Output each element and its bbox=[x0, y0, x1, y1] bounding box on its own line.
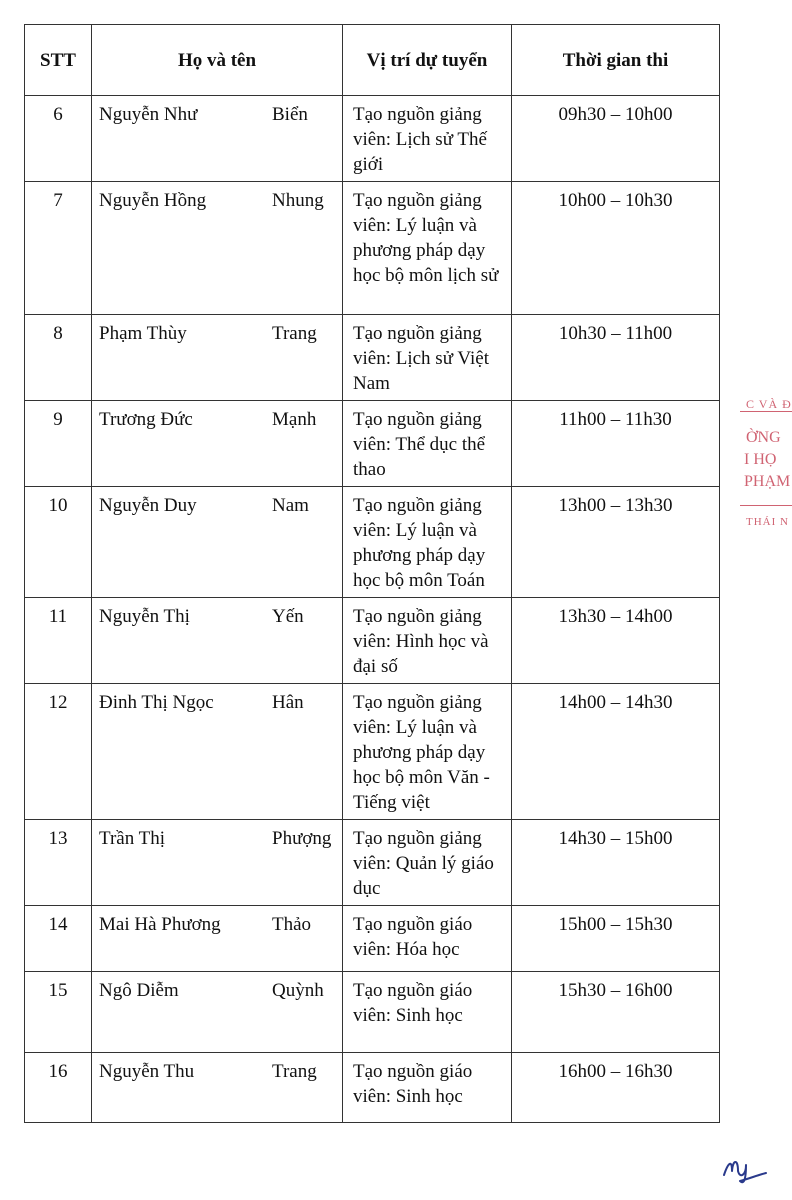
row-exam-time: 15h30 – 16h00 bbox=[512, 972, 720, 1053]
row-stt: 8 bbox=[25, 315, 92, 401]
row-position: Tạo nguồn giáo viên: Sinh học bbox=[343, 1053, 512, 1123]
row-exam-time: 14h30 – 15h00 bbox=[512, 820, 720, 906]
row-stt: 13 bbox=[25, 820, 92, 906]
signature-initials bbox=[720, 1145, 770, 1185]
header-stt: STT bbox=[25, 25, 92, 96]
row-position: Tạo nguồn giảng viên: Thể dục thể thao bbox=[343, 401, 512, 487]
header-position: Vị trí dự tuyển bbox=[343, 25, 512, 96]
row-name-cell bbox=[92, 1053, 343, 1123]
row-given-name: Hân bbox=[272, 692, 304, 713]
table-row bbox=[25, 182, 720, 315]
row-family-middle-name: Trương Đức bbox=[99, 409, 193, 430]
stamp-line-1: ỜNG bbox=[746, 429, 781, 446]
stamp-line-3: PHẠM bbox=[744, 473, 791, 490]
row-stt: 14 bbox=[25, 906, 92, 972]
row-exam-time: 15h00 – 15h30 bbox=[512, 906, 720, 972]
row-given-name: Mạnh bbox=[272, 409, 317, 430]
row-position: Tạo nguồn giảng viên: Lịch sử Việt Nam bbox=[343, 315, 512, 401]
row-name-cell bbox=[92, 684, 343, 820]
row-stt: 7 bbox=[25, 182, 92, 315]
row-stt: 12 bbox=[25, 684, 92, 820]
stamp-top-text: C VÀ Đ bbox=[746, 397, 792, 411]
table-row bbox=[25, 96, 720, 182]
row-position: Tạo nguồn giảng viên: Lịch sử Thế giới bbox=[343, 96, 512, 182]
row-exam-time: 13h00 – 13h30 bbox=[512, 487, 720, 598]
row-stt: 10 bbox=[25, 487, 92, 598]
row-position: Tạo nguồn giảng viên: Quản lý giáo dục bbox=[343, 820, 512, 906]
row-position: Tạo nguồn giảng viên: Lý luận và phương pháp dạy học bộ môn Văn - Tiếng việt bbox=[343, 684, 512, 820]
row-name-cell bbox=[92, 96, 343, 182]
table-row bbox=[25, 972, 720, 1053]
table-row bbox=[25, 820, 720, 906]
table-row bbox=[25, 315, 720, 401]
header-row bbox=[25, 25, 720, 96]
row-exam-time: 14h00 – 14h30 bbox=[512, 684, 720, 820]
row-family-middle-name: Đinh Thị Ngọc bbox=[99, 692, 214, 713]
row-family-middle-name: Trần Thị bbox=[99, 828, 165, 849]
row-exam-time: 10h00 – 10h30 bbox=[512, 182, 720, 315]
row-family-middle-name: Phạm Thùy bbox=[99, 323, 187, 344]
exam-schedule-table bbox=[24, 24, 720, 1123]
row-position: Tạo nguồn giáo viên: Sinh học bbox=[343, 972, 512, 1053]
row-given-name: Thảo bbox=[272, 914, 312, 935]
row-name-cell bbox=[92, 820, 343, 906]
row-position: Tạo nguồn giảng viên: Lý luận và phương pháp dạy học bộ môn lịch sử bbox=[343, 182, 512, 315]
row-position: Tạo nguồn giảng viên: Hình học và đại số bbox=[343, 598, 512, 684]
row-name-cell bbox=[92, 906, 343, 972]
row-stt: 6 bbox=[25, 96, 92, 182]
row-stt: 16 bbox=[25, 1053, 92, 1123]
row-family-middle-name: Nguyễn Thu bbox=[99, 1061, 195, 1082]
table-row bbox=[25, 906, 720, 972]
row-stt: 9 bbox=[25, 401, 92, 487]
table-row bbox=[25, 1053, 720, 1123]
table-row bbox=[25, 684, 720, 820]
row-family-middle-name: Ngô Diễm bbox=[99, 980, 179, 1001]
official-seal-stamp bbox=[740, 393, 792, 543]
row-given-name: Nhung bbox=[272, 190, 324, 211]
row-name-cell bbox=[92, 972, 343, 1053]
row-given-name: Trang bbox=[272, 1061, 317, 1082]
row-given-name: Yến bbox=[272, 606, 304, 627]
row-stt: 11 bbox=[25, 598, 92, 684]
row-name-cell bbox=[92, 401, 343, 487]
row-family-middle-name: Nguyễn Hồng bbox=[99, 190, 207, 211]
table-row bbox=[25, 401, 720, 487]
header-name: Họ và tên bbox=[92, 25, 343, 96]
row-given-name: Biển bbox=[272, 104, 308, 125]
row-name-cell bbox=[92, 487, 343, 598]
row-given-name: Nam bbox=[272, 495, 309, 516]
row-position: Tạo nguồn giáo viên: Hóa học bbox=[343, 906, 512, 972]
header-time: Thời gian thi bbox=[512, 25, 720, 96]
row-given-name: Quỳnh bbox=[272, 980, 324, 1001]
row-exam-time: 13h30 – 14h00 bbox=[512, 598, 720, 684]
stamp-bottom-text: THÁI N bbox=[746, 516, 789, 528]
row-stt: 15 bbox=[25, 972, 92, 1053]
row-exam-time: 09h30 – 10h00 bbox=[512, 96, 720, 182]
row-exam-time: 10h30 – 11h00 bbox=[512, 315, 720, 401]
row-exam-time: 16h00 – 16h30 bbox=[512, 1053, 720, 1123]
row-given-name: Phượng bbox=[272, 828, 332, 849]
row-name-cell bbox=[92, 598, 343, 684]
table-row bbox=[25, 598, 720, 684]
row-given-name: Trang bbox=[272, 323, 317, 344]
row-family-middle-name: Mai Hà Phương bbox=[99, 914, 221, 935]
row-position: Tạo nguồn giảng viên: Lý luận và phương pháp dạy học bộ môn Toán bbox=[343, 487, 512, 598]
row-name-cell bbox=[92, 315, 343, 401]
row-exam-time: 11h00 – 11h30 bbox=[512, 401, 720, 487]
row-name-cell bbox=[92, 182, 343, 315]
row-family-middle-name: Nguyễn Duy bbox=[99, 495, 197, 516]
table-row bbox=[25, 487, 720, 598]
row-family-middle-name: Nguyễn Thị bbox=[99, 606, 190, 627]
row-family-middle-name: Nguyễn Như bbox=[99, 104, 198, 125]
stamp-line-2: I HỌ bbox=[744, 451, 777, 468]
